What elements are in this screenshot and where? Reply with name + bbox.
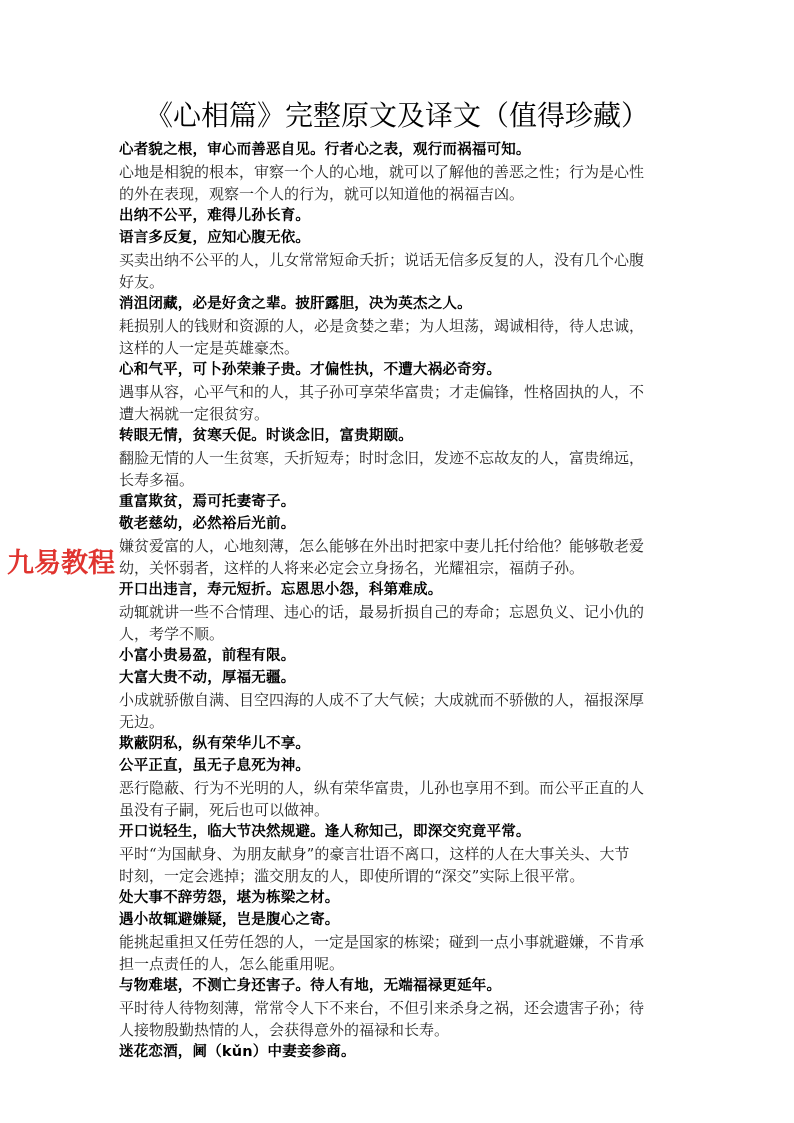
translation-text-line: 恶行隐蔽、行为不光明的人，纵有荣华富贵，儿孙也享用不到。而公平正直的人 [119, 779, 645, 797]
translation-text-line: 好友。 [119, 273, 165, 291]
translation-text-line: 买卖出纳不公平的人，儿女常常短命夭折；说话无信多反复的人，没有几个心腹 [119, 251, 645, 269]
document-body [119, 139, 679, 1063]
translation-text-line: 遇事从容，心平气和的人，其子孙可享荣华富贵；才走偏锋，性格固执的人，不 [119, 383, 645, 401]
original-text-line: 迷花恋酒，阃（kǔn）中妻妾参商。 [119, 1044, 356, 1060]
translation-text-line: 翻脸无情的人一生贫寒，夭折短寿；时时念旧，发迹不忘故友的人，富贵绵远， [119, 449, 645, 467]
translation-text-line: 人，考学不顺。 [119, 625, 225, 643]
original-text-line: 语言多反复，应知心腹无依。 [119, 230, 311, 246]
translation-text-line: 长寿多福。 [119, 471, 195, 489]
original-text-line: 敬老慈幼，必然裕后光前。 [119, 516, 296, 532]
translation-text-line: 遭大祸就一定很贫穷。 [119, 405, 270, 423]
translation-text-line: 担一点责任的人，怎么能重用呢。 [119, 955, 345, 973]
watermark-logo: 九易教程 [5, 546, 119, 582]
translation-text-line: 的外在表现，观察一个人的行为，就可以知道他的祸福吉凶。 [119, 185, 525, 203]
translation-text-line: 时刻，一定会逃掉；滥交朋友的人，即使所谓的“深交”实际上很平常。 [119, 867, 585, 885]
translation-text-line: 虽没有子嗣，死后也可以做神。 [119, 801, 330, 819]
original-text-line: 心者貌之根，审心而善恶自见。行者心之表，观行而祸福可知。 [119, 142, 531, 158]
original-text-line: 公平正直，虽无子息死为神。 [119, 758, 311, 774]
original-text-line: 消沮闭藏，必是好贪之辈。披肝露胆，决为英杰之人。 [119, 296, 472, 312]
original-text-line: 心和气平，可卜孙荣兼子贵。才偏性执，不遭大祸必奇穷。 [119, 362, 502, 378]
original-text-line: 开口说轻生，临大节决然规避。逢人称知己，即深交究竟平常。 [119, 824, 531, 840]
original-text-line: 出纳不公平，难得儿孙长育。 [119, 208, 311, 224]
original-text-line: 大富大贵不动，厚福无疆。 [119, 670, 296, 686]
original-text-line: 开口出违言，寿元短折。忘恩思小怨，科第难成。 [119, 582, 443, 598]
translation-text-line: 无边。 [119, 713, 165, 731]
original-text-line: 遇小故辄避嫌疑，岂是腹心之寄。 [119, 912, 340, 928]
original-text-line: 转眼无情，贫寒夭促。时谈念旧，富贵期颐。 [119, 428, 413, 444]
page-title: 《心相篇》完整原文及译文（值得珍藏） [144, 99, 649, 132]
translation-text-line: 平时“为国献身、为朋友献身”的豪言壮语不离口，这样的人在大事关头、大节 [119, 845, 630, 863]
original-text-line: 欺蔽阴私，纵有荣华儿不享。 [119, 736, 311, 752]
original-text-line: 小富小贵易盈，前程有限。 [119, 648, 296, 664]
original-text-line: 处大事不辞劳怨，堪为栋梁之材。 [119, 890, 340, 906]
original-text-line: 与物难堪，不测亡身还害子。待人有地，无端福禄更延年。 [119, 978, 502, 994]
translation-text-line: 能挑起重担又任劳任怨的人，一定是国家的栋梁；碰到一点小事就避嫌，不肯承 [119, 933, 645, 951]
translation-text-line: 嫌贫爱富的人，心地刻薄，怎么能够在外出时把家中妻儿托付给他？能够敬老爱 [119, 537, 645, 555]
translation-text-line: 动辄就讲一些不合情理、违心的话，最易折损自己的寿命；忘恩负义、记小仇的 [119, 603, 645, 621]
translation-text-line: 人接物殷勤热情的人，会获得意外的福禄和长寿。 [119, 1021, 450, 1039]
translation-text-line: 耗损别人的钱财和资源的人，必是贪婪之辈；为人坦荡，竭诚相待，待人忠诚， [119, 317, 645, 335]
translation-text-line: 平时待人待物刻薄，常常令人下不来台，不但引来杀身之祸，还会遗害子孙；待 [119, 999, 645, 1017]
original-text-line: 重富欺贫，焉可托妻寄子。 [119, 494, 296, 510]
translation-text-line: 幼，关怀弱者，这样的人将来必定会立身扬名，光耀祖宗，福荫子孙。 [119, 559, 585, 577]
translation-text-line: 小成就骄傲自满、目空四海的人成不了大气候；大成就而不骄傲的人，福报深厚 [119, 691, 645, 709]
translation-text-line: 这样的人一定是英雄豪杰。 [119, 339, 300, 357]
translation-text-line: 心地是相貌的根本，审察一个人的心地，就可以了解他的善恶之性；行为是心性 [119, 163, 645, 181]
